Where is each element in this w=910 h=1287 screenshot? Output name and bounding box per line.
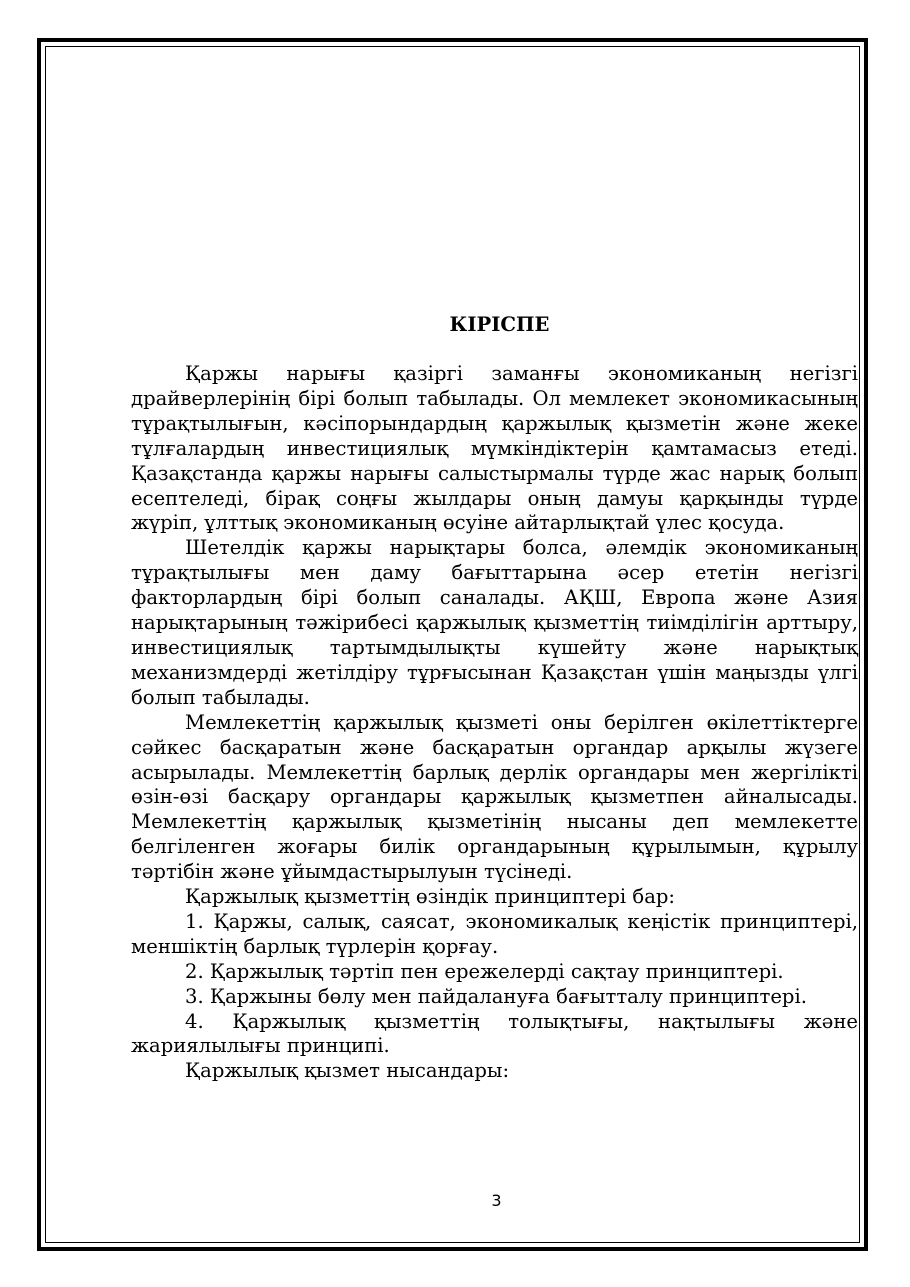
paragraph-state-financial-activity: Мемлекеттің қаржылық қызметі оны берілген өкілеттіктерге сәйкес басқаратын және басқаратын органдар арқылы жүзеге асырылады. Мемлекеттің барлық дерлік органдары мен жергілікті өзін-өзі басқару органдары қаржылық қызметпен айналысады. Мемлекеттің қаржылық қызметінің нысаны деп мемлекетте белгіленген жоғары билік органдарының құрылымын, құрылу тәртібін және ұйымдастырылуын түсінеді. — [131, 710, 858, 884]
paragraph-intro: Қаржы нарығы қазіргі заманғы экономиканың негізгі драйверлерінің бірі болып табылады. Ол мемлекет экономикасының тұрақтылығын, кәсіпорындардың қаржылық қызметін және жеке тұлғалардың инвестициялық мүмкіндіктерін қамтамасыз етеді. Қазақстанда қаржы нарығы салыстырмалы түрде жас нарық болып есептеледі, бірақ соңғы жылдары оның дамуы қарқынды түрде жүріп, ұлттық экономиканың өсуіне айтарлықтай үлес қосуда. — [131, 362, 858, 535]
page-number: 3 — [491, 1191, 502, 1210]
paragraph-foreign-markets: Шетелдік қаржы нарықтары болса, әлемдік экономиканың тұрақтылығы мен даму бағыттарына әсер ететін негізгі факторлардың бірі болып саналады. АҚШ, Европа және Азия нарықтарының тәжірибесі қаржылық қызметтің тиімділігін арттыру, инвестициялық тартымдылықты күшейту және нарықтық механизмдерді жетілдіру тұрғысынан Қазақстан үшін маңызды үлгі болып табылады. — [131, 536, 858, 709]
principle-item-4: 4. Қаржылық қызметтің толықтығы, нақтылығы және жариялылығы принципі. — [131, 1009, 858, 1058]
document-title: КІРІСПЕ — [449, 313, 550, 336]
document-body — [131, 312, 858, 1084]
principle-item-1: 1. Қаржы, салық, саясат, экономикалық кеңістік принциптері, меншіктің барлық түрлерін қорғау. — [131, 909, 858, 958]
principle-item-3: 3. Қаржыны бөлу мен пайдалануға бағытталу принциптері. — [185, 984, 807, 1008]
paragraph-principles-intro: Қаржылық қызметтің өзіндік принциптері бар: — [185, 885, 676, 909]
paragraph-activity-forms: Қаржылық қызмет нысандары: — [185, 1059, 510, 1083]
principle-item-2: 2. Қаржылық тәртіп пен ережелерді сақтау принциптері. — [185, 959, 784, 983]
